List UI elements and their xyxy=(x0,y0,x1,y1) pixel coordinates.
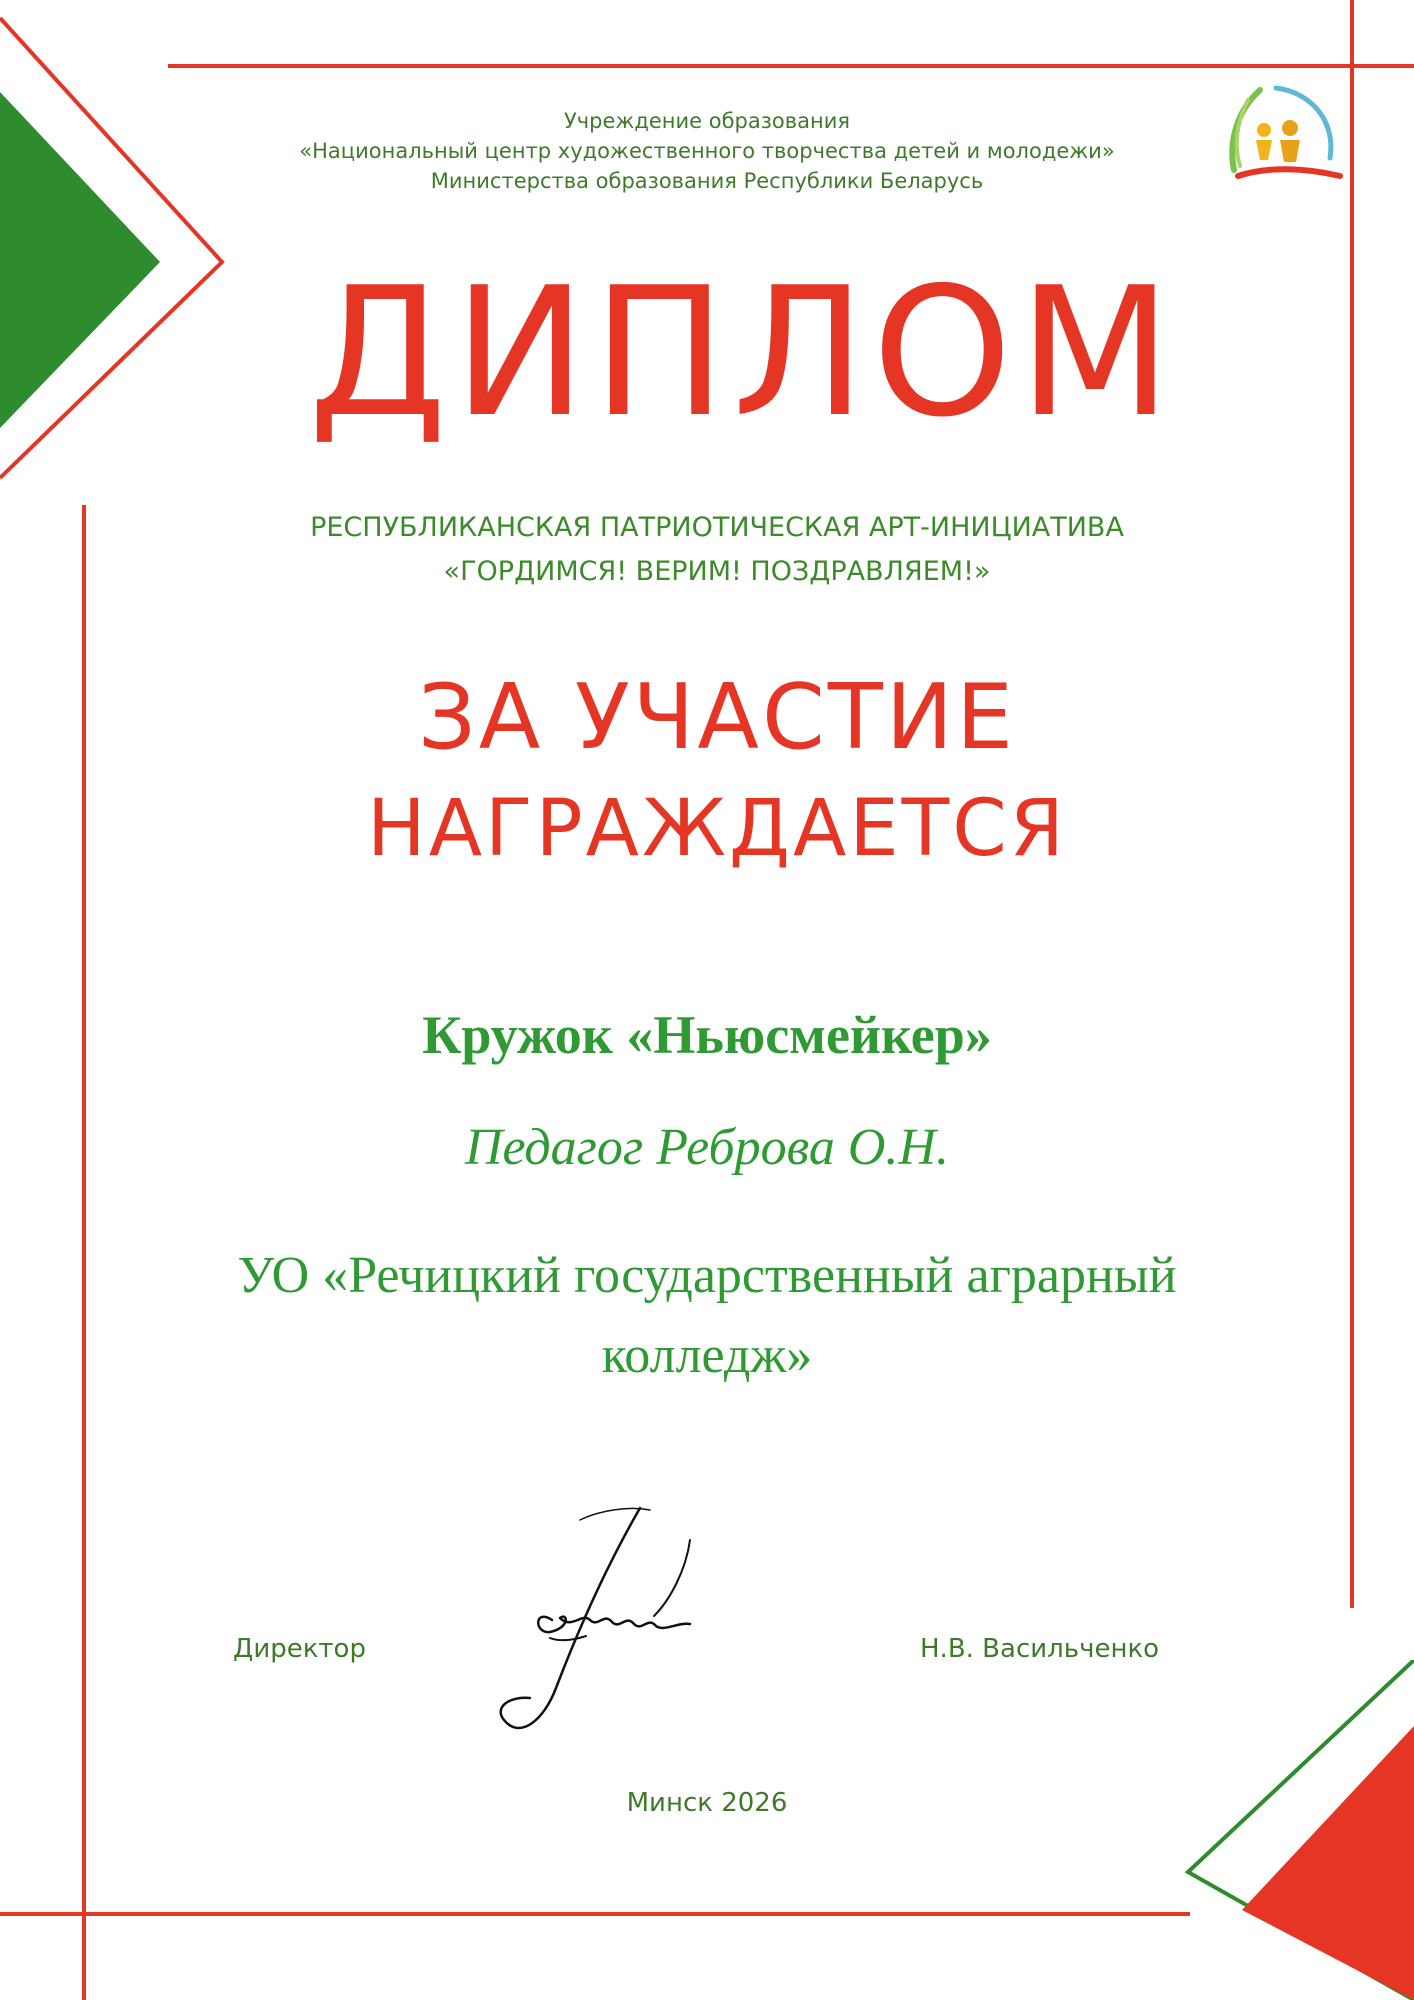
corner-decoration-bottom-right xyxy=(1180,1660,1414,2000)
initiative-line-2: «ГОРДИМСЯ! ВЕРИМ! ПОЗДРАВЛЯЕМ!» xyxy=(443,556,991,587)
award-line-participation: ЗА УЧАСТИЕ xyxy=(418,665,1016,770)
frame-top-line xyxy=(168,64,1414,68)
initiative-name xyxy=(10,506,1414,594)
teacher-name: Педагог Реброва О.Н. xyxy=(465,1119,949,1176)
institution-line-1: УО «Речицкий государственный аграрный xyxy=(237,1247,1177,1304)
organization-header xyxy=(0,106,1414,196)
institution-line-2: колледж» xyxy=(601,1327,813,1384)
recipient-name: Кружок «Ньюсмейкер» xyxy=(422,1005,992,1065)
children-logo-icon xyxy=(1218,80,1346,188)
initiative-line-1: РЕСПУБЛИКАНСКАЯ ПАТРИОТИЧЕСКАЯ АРТ-ИНИЦИАТИВА xyxy=(310,512,1124,543)
signature-position: Директор xyxy=(233,1634,366,1664)
award-line-awarded: НАГРАЖДАЕТСЯ xyxy=(367,784,1067,874)
institution-name xyxy=(0,1236,1414,1396)
handwritten-signature xyxy=(490,1500,750,1750)
signer-name: Н.В. Васильченко xyxy=(920,1634,1160,1664)
org-line-3: Министерства образования Республики Беларусь xyxy=(430,169,984,193)
frame-bottom-line xyxy=(0,1912,1190,1916)
diploma-title: ДИПЛОМ xyxy=(308,249,1178,456)
org-line-1: Учреждение образования xyxy=(563,109,851,133)
org-line-2: «Национальный центр художественного творчества детей и молодежи» xyxy=(299,139,1115,163)
place-year: Минск 2026 xyxy=(626,1788,788,1818)
